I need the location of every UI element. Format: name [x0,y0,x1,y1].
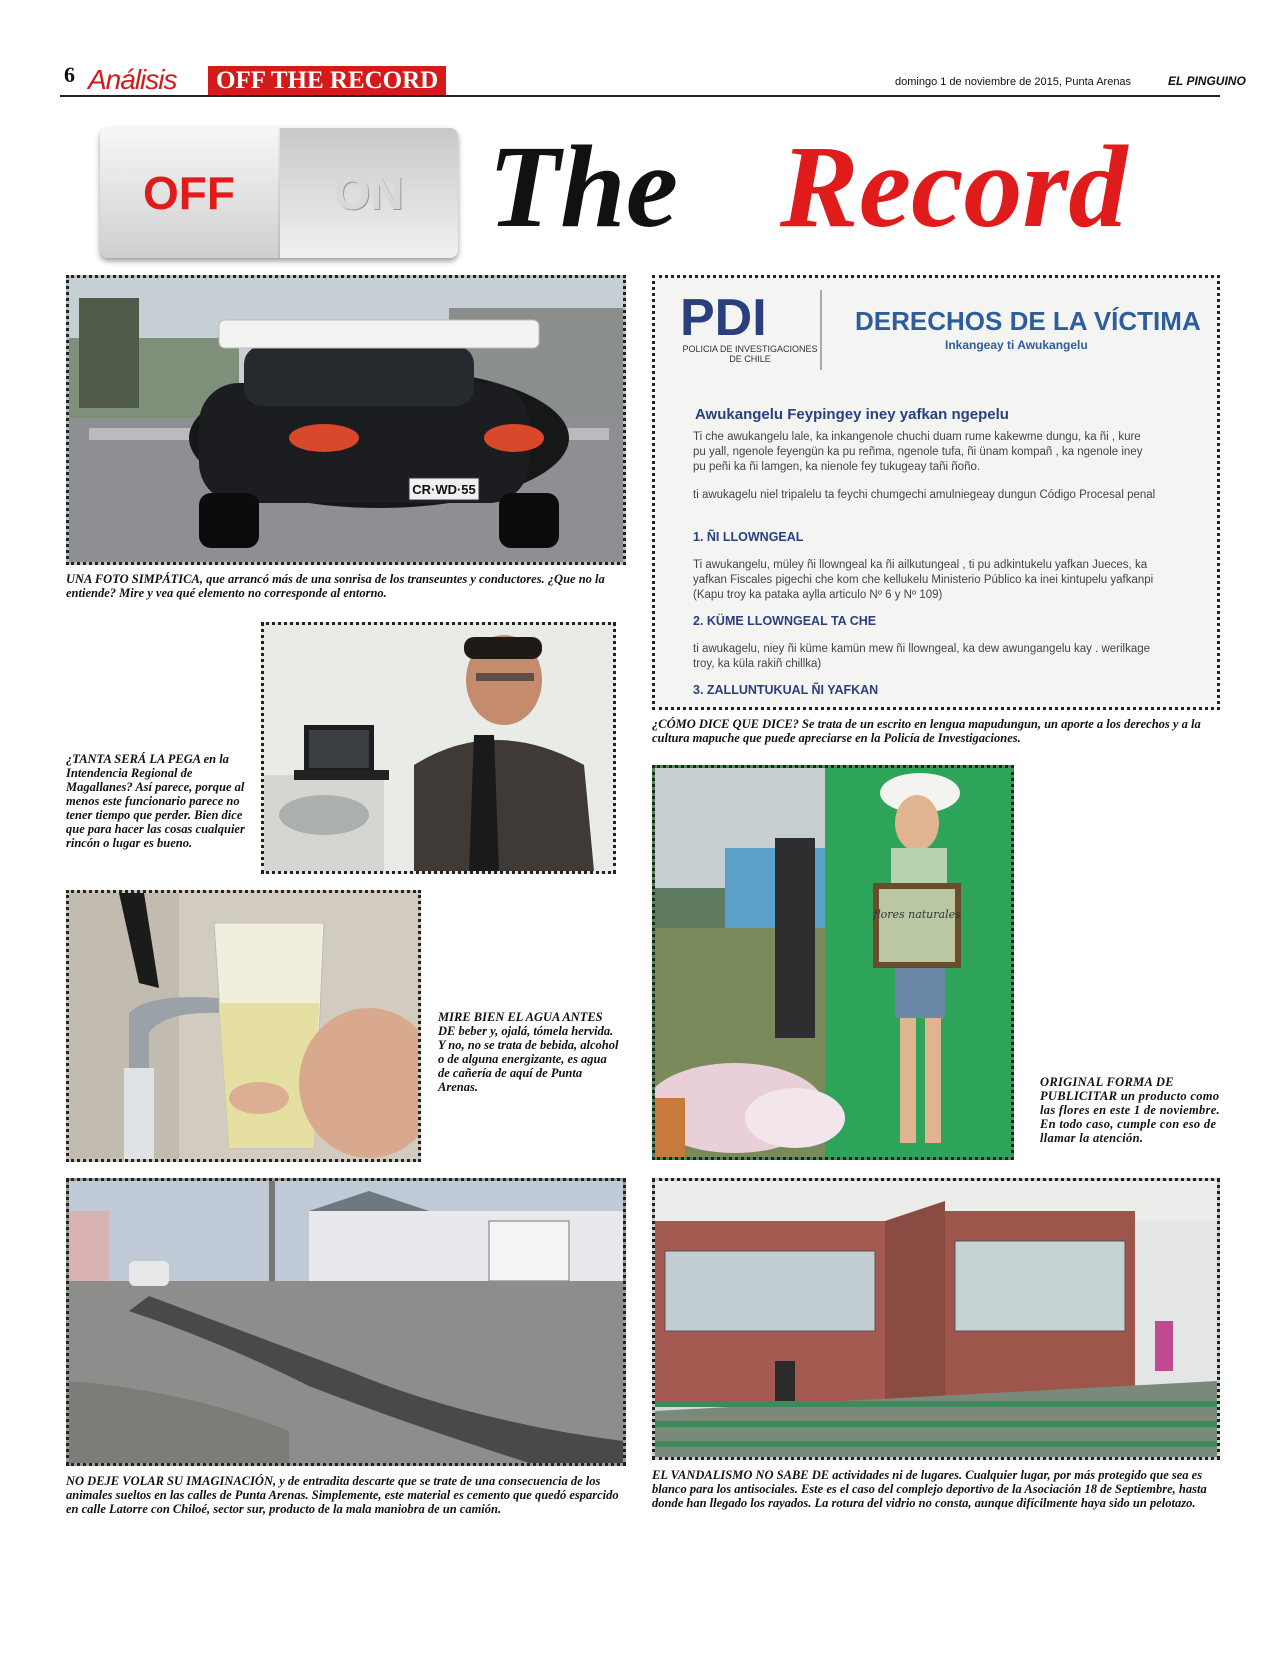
caption-street-lead: NO DEJE VOLAR SU IMAGINACIÓN, [66,1474,277,1488]
stadium-vandalism-photo [652,1178,1220,1460]
switch-on-panel [280,128,458,258]
pdi-divider [820,290,822,370]
header-rule [60,95,1220,97]
page-number: 6 [64,62,75,87]
pdi-item-2-line-2: troy, ka küla rakiñ chillka) [693,658,822,670]
caption-stadium-body: actividades ni de lugares. Cualquier lugar, por más protegido que sea es blanco para los antisociales. Este es el caso del complejo deportivo de la Asociación 18 de Septiembre, hasta donde han llegado los rayados. La rotura del vidrio no consta, aunque difícilmente haya sido un pelotazo. [652,1468,1207,1510]
caption-stadium-lead: EL VANDALISMO NO SABE DE [652,1468,830,1482]
section-tag: OFF THE RECORD [208,66,446,96]
office-worker-illustration [264,625,613,871]
caption-pdi-body: Se trata de un escrito en lengua mapudungun, un aporte a los derechos y a la cultura mapuche que puede apreciarse en la Policía de Investigaciones. [652,717,1201,745]
flowers-advert-photo [652,765,1014,1160]
caption-water-lead: MIRE BIEN EL AGUA ANTES DE [438,1010,603,1038]
pdi-subtitle: Inkangeay ti Awukangelu [945,338,1088,352]
caption-water-body: beber y, ojalá, tómela hervida. Y no, no se trata de bebida, alcohol o de alguna energizante, es agua de cañería de aquí de Punta Arenas. [438,1024,619,1094]
switch-on-label: ON [334,167,404,219]
flowers-advert-illustration [655,768,1011,1157]
caption-flowers-lead: ORIGINAL FORMA DE PUBLICITAR [1040,1075,1174,1103]
caption-office-lead: ¿TANTA SERÁ LA PEGA [66,752,201,766]
office-worker-photo [261,622,616,874]
car-mattress-illustration [69,278,623,562]
dateline: domingo 1 de noviembre de 2015, Punta Arenas [895,76,1132,88]
pdi-line-3: pu peñi ka ñi lamgen, ka nienole fey tukugeay tañi ñoño. [693,461,981,473]
pdi-logo: PDI [680,289,767,347]
caption-flowers-body: un producto como las flores en este 1 de noviembre. En todo caso, cumple con eso de llamar la atención. [1040,1089,1220,1145]
caption-car-body: que arrancó más de una sonrisa de los transeuntes y conductores. ¿Que no la entiende? Mire y vea qué elemento no corresponde al entorno. [66,572,605,600]
pdi-board-photo [652,275,1220,710]
pdi-heading: Awukangelu Feypingey iney yafkan ngepelu [695,406,1009,423]
pdi-item-1: 1. ÑI LLOWNGEAL [693,530,804,544]
water-glass-photo [66,890,421,1162]
caption-pdi [652,717,1220,745]
title-record: Record [780,121,1128,252]
off-on-switch-graphic [100,128,458,258]
caption-car [66,572,626,600]
caption-car-lead: UNA FOTO SIMPÁTICA, [66,572,203,586]
section-name: Análisis [88,64,177,95]
pdi-line-2: pu yall, ngenole feyengün ka pu reñma, ngenole tufa, ñi ünam kompañ , ka ngenole iney [693,446,1143,458]
flowers-sign-text: flores naturales [873,908,961,921]
street-cement-illustration [69,1181,623,1463]
pdi-item-1-line-1: Ti awukangelu, müley ñi llowngeal ka ñi ailkutungeal , ti pu adkintukelu yafkan Jueces, ka [693,559,1148,571]
caption-pdi-lead: ¿CÓMO DICE QUE DICE? [652,717,799,731]
pdi-line-4: ti awukagelu niel tripalelu ta feychi chumgechi amulniegeay dungun Código Procesal penal [693,489,1156,501]
caption-water [438,1010,620,1094]
water-glass-illustration [69,893,418,1159]
caption-flowers [1040,1075,1220,1145]
title-the: The [488,121,679,252]
caption-office [66,752,248,850]
switch-off-label: OFF [143,167,235,219]
caption-street-body: y de entradita descarte que se trate de una consecuencia de los animales sueltos en las calles de Punta Arenas. Simplemente, este material es cemento que quedó esparcido en calle Latorre con Chiloé, sector sur, producto de la mala maniobra de un camión. [66,1474,619,1516]
pdi-item-1-line-3: (Kapu troy ka pataka aylla articulo Nº 6 y Nº 109) [693,589,943,601]
switch-off-panel [100,128,278,258]
pdi-item-1-line-2: yafkan Fiscales pigechi che kom che kellukelu Ministerio Público ka inei kintupelu yafkanpi [693,574,1154,586]
pdi-item-2-line-1: ti awukagelu, niey ñi küme kamün mew ñi llowngeal, ka dew awungangelu kay . werilkage [693,643,1151,655]
license-plate: CR·WD·55 [412,482,476,497]
caption-office-body: en la Intendencia Regional de Magallanes? Así parece, porque al menos este funcionario parece no tener tiempo que perder. Bien dice que para hacer las cosas cualquier rincón o lugar es bueno. [66,752,245,850]
caption-street [66,1474,626,1516]
pdi-logo-subtitle: POLICIA DE INVESTIGACIONES DE CHILE [682,344,818,364]
pdi-line-1: Ti che awukangelu lale, ka inkangenole chuchi duam rume kakewme dungu, ka ñi , kure [693,431,1141,443]
pdi-title: DERECHOS DE LA VÍCTIMA [855,306,1201,336]
caption-stadium [652,1468,1220,1510]
pdi-item-3: 3. ZALLUNTUKUAL ÑI YAFKAN [693,683,879,697]
street-cement-photo [66,1178,626,1466]
stadium-vandalism-illustration [655,1181,1217,1457]
newspaper-name: EL PINGUINO [1168,74,1246,88]
car-mattress-photo [66,275,626,565]
pdi-item-2: 2. KÜME LLOWNGEAL TA CHE [693,614,877,628]
